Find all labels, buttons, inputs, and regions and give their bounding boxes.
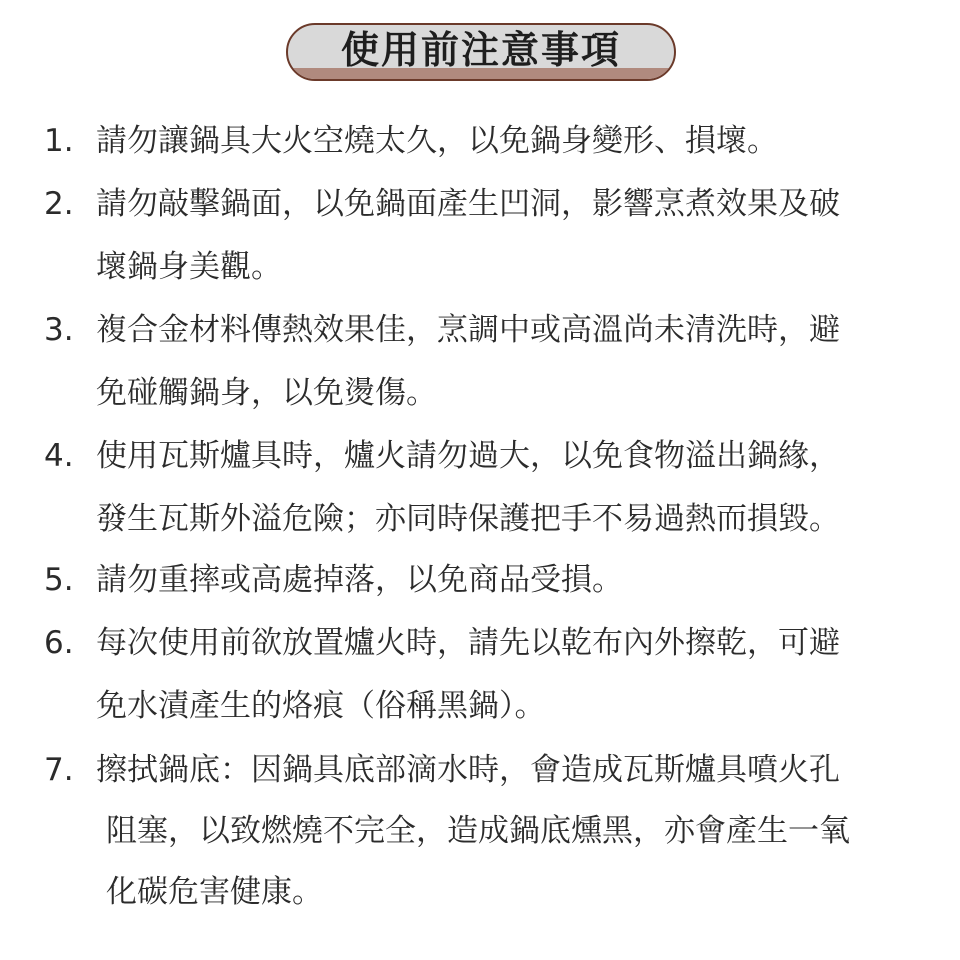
item-number: 3. [44, 312, 74, 348]
page-title: 使用前注意事項 [340, 27, 621, 72]
item-text-line: 化碳危害健康。 [106, 874, 323, 910]
item-text-line: 免水漬產生的烙痕（俗稱黑鍋）。 [96, 688, 546, 724]
item-number: 5. [44, 562, 74, 598]
item-text-line: 請勿讓鍋具大火空燒太久，以免鍋身變形、損壞。 [96, 123, 778, 159]
item-text-line: 複合金材料傳熱效果佳，烹調中或高溫尚未清洗時，避 [96, 312, 840, 348]
item-text-line: 發生瓦斯外溢危險；亦同時保護把手不易過熱而損毀。 [96, 501, 840, 537]
item-text-line: 使用瓦斯爐具時，爐火請勿過大，以免食物溢出鍋緣， [96, 438, 840, 474]
item-number: 6. [44, 625, 74, 661]
item-text-line: 每次使用前欲放置爐火時，請先以乾布內外擦乾，可避 [96, 625, 840, 661]
item-text-line: 請勿重摔或高處掉落，以免商品受損。 [96, 562, 623, 598]
item-text-line: 阻塞，以致燃燒不完全，造成鍋底燻黑，亦會產生一氧 [106, 813, 850, 849]
item-number: 4. [44, 438, 74, 474]
item-text-line: 壞鍋身美觀。 [96, 249, 282, 285]
item-number: 1. [44, 123, 74, 159]
title-banner [286, 23, 676, 81]
item-number: 7. [44, 752, 74, 788]
item-text-line: 免碰觸鍋身，以免燙傷。 [96, 375, 437, 411]
item-text-line: 擦拭鍋底：因鍋具底部滴水時，會造成瓦斯爐具噴火孔 [96, 752, 840, 788]
item-number: 2. [44, 186, 74, 222]
item-text-line: 請勿敲擊鍋面，以免鍋面產生凹洞，影響烹煮效果及破 [96, 186, 840, 222]
